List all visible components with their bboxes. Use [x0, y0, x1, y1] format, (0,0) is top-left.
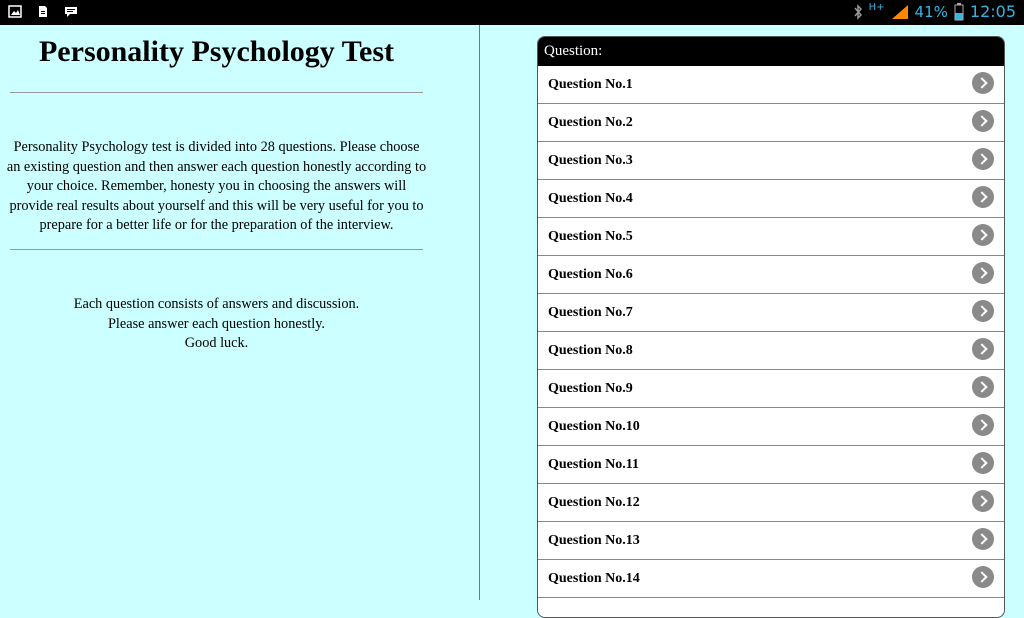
- instruction-line: Please answer each question honestly.: [107, 315, 326, 332]
- question-label: Question No.4: [548, 191, 633, 206]
- question-label: Question No.14: [548, 571, 640, 586]
- system-icons: [853, 2, 1016, 21]
- question-label: Question No.3: [548, 153, 633, 168]
- question-label: Question No.2: [548, 115, 633, 130]
- question-item[interactable]: [538, 332, 1004, 370]
- question-list-header: Question:: [538, 37, 1004, 66]
- chevron-right-icon: [972, 528, 994, 550]
- chevron-right-icon: [972, 338, 994, 360]
- chevron-right-icon: [972, 566, 994, 588]
- chevron-right-icon: [972, 148, 994, 170]
- question-label: Question No.5: [548, 229, 633, 244]
- question-label: Question No.9: [548, 381, 633, 396]
- question-label: Question No.7: [548, 305, 633, 320]
- question-item[interactable]: [538, 370, 1004, 408]
- question-item[interactable]: [538, 522, 1004, 560]
- description-text: Personality Psychology test is divided into 28 questions. Please choose an existing question and then answer each question honestly according to your choice. Remember, honesty you in choosing the answers will provide real results about yourself and this will be very useful for you to prepare for a better life or for the preparation of the interview.: [6, 139, 427, 233]
- chevron-right-icon: [972, 376, 994, 398]
- question-item[interactable]: [538, 294, 1004, 332]
- question-label: Question No.10: [548, 419, 640, 434]
- chevron-right-icon: [972, 490, 994, 512]
- document-icon: [36, 5, 50, 18]
- question-item[interactable]: [538, 446, 1004, 484]
- chevron-right-icon: [972, 110, 994, 132]
- clock: 12:05: [969, 2, 1016, 21]
- chat-icon: [64, 5, 78, 18]
- chevron-right-icon: [972, 186, 994, 208]
- question-item[interactable]: [538, 218, 1004, 256]
- divider: [10, 92, 423, 93]
- status-bar: [0, 0, 1024, 25]
- intro-pane: [0, 25, 479, 600]
- question-label: Question No.13: [548, 533, 640, 548]
- question-item[interactable]: [538, 66, 1004, 104]
- question-list: [537, 36, 1005, 618]
- question-label: Question No.8: [548, 343, 633, 358]
- question-label: Question No.6: [548, 267, 633, 282]
- question-item[interactable]: [538, 104, 1004, 142]
- question-label: Question No.1: [548, 77, 633, 92]
- chevron-right-icon: [972, 72, 994, 94]
- network-icon: H+: [868, 2, 885, 13]
- signal-icon: [891, 4, 909, 20]
- question-item[interactable]: [538, 560, 1004, 598]
- bluetooth-icon: [853, 4, 863, 20]
- notification-icons: [8, 5, 78, 18]
- battery-icon: [954, 3, 964, 21]
- chevron-right-icon: [972, 414, 994, 436]
- question-item[interactable]: [538, 408, 1004, 446]
- question-item[interactable]: [538, 142, 1004, 180]
- question-label: Question No.12: [548, 495, 640, 510]
- question-item[interactable]: [538, 180, 1004, 218]
- instructions-text: [10, 295, 423, 354]
- instruction-line: Good luck.: [184, 335, 249, 351]
- image-icon: [8, 5, 22, 18]
- question-label: Question No.11: [548, 457, 640, 472]
- page-title: Personality Psychology Test: [38, 35, 394, 68]
- divider: [10, 249, 423, 250]
- battery-percent: 41%: [914, 2, 948, 21]
- chevron-right-icon: [972, 452, 994, 474]
- question-item[interactable]: [538, 256, 1004, 294]
- chevron-right-icon: [972, 224, 994, 246]
- pane-divider: [479, 25, 480, 600]
- chevron-right-icon: [972, 300, 994, 322]
- chevron-right-icon: [972, 262, 994, 284]
- instruction-line: Each question consists of answers and discussion.: [73, 296, 360, 312]
- question-item[interactable]: [538, 484, 1004, 522]
